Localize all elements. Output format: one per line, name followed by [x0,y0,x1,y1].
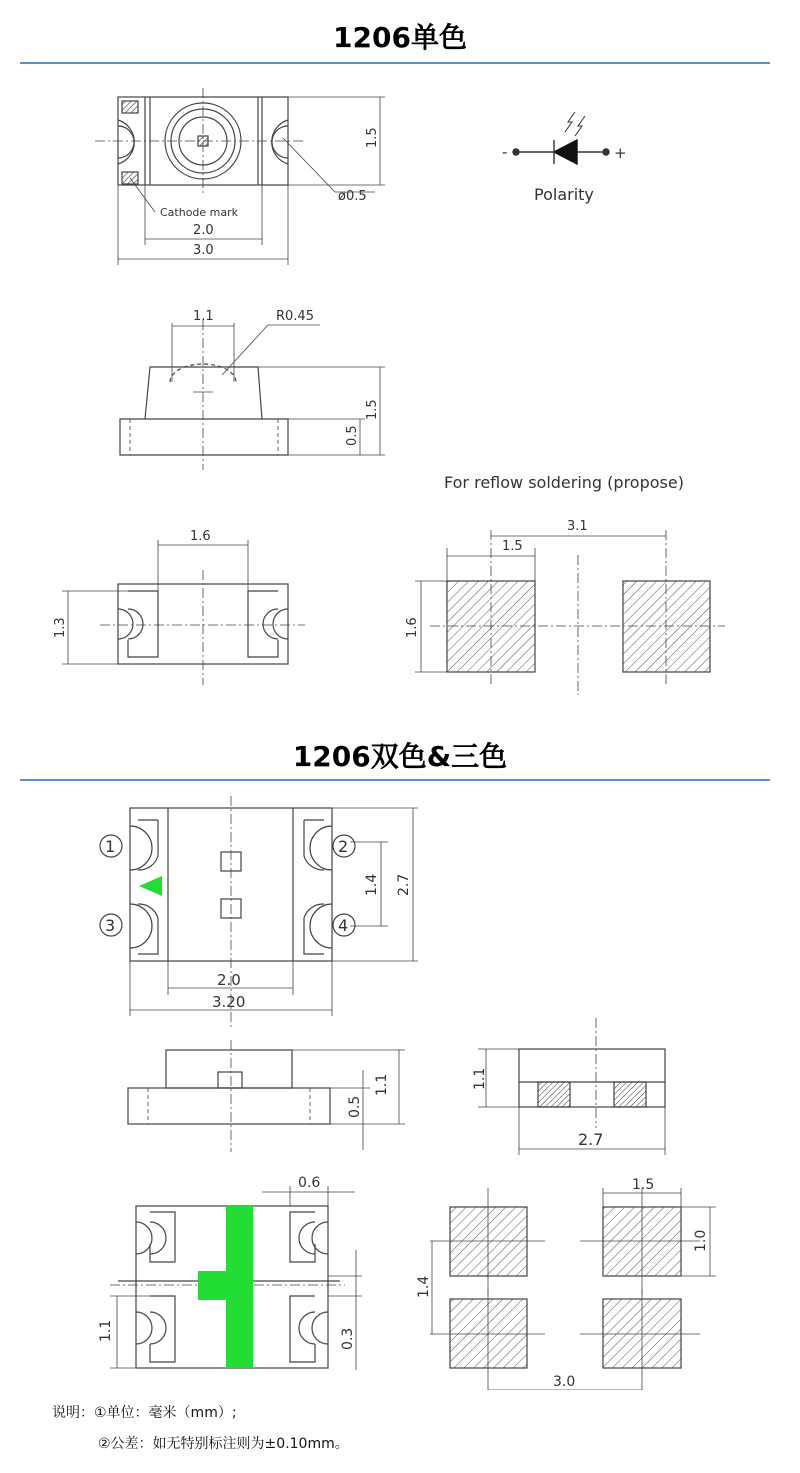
dim-end-height: 1.1 [472,1067,488,1090]
pin-label-4: 4 [338,916,349,935]
reflow-footprint [415,530,725,695]
dim-footprint-row-pitch: 1.4 [416,1275,432,1298]
dim-reflow-pad-height: 1.6 [405,617,420,638]
cathode-mark-label: Cathode mark [160,206,239,219]
multi-footprint [430,1188,716,1390]
section-title-multi: 1206双色&三色 [292,740,508,773]
polarity-label: Polarity [534,185,594,204]
dim-side-total-height: 1.5 [365,399,380,420]
polarity-marker-icon [139,876,162,896]
dim-footprint-pad-width: 1.5 [632,1177,655,1193]
dim-footprint-col-pitch: 3.0 [553,1374,576,1390]
pin-label-2: 2 [338,837,349,856]
dim-hole-dia: ø0.5 [338,189,367,204]
pin-label-3: 3 [105,916,116,935]
dim-reflow-pad-width: 1.5 [502,539,523,554]
dim-multi-inner-height: 1.4 [364,873,380,896]
polarity-minus: - [502,143,508,161]
dim-single-inner-width: 2.0 [193,223,214,238]
dim-bottom-height: 1.3 [53,617,68,638]
note-prefix: 说明： [52,1405,94,1421]
polarity-symbol [513,112,609,164]
cathode-mark-top [122,101,138,113]
dim-bottom-height-multi: 1.1 [98,1319,114,1342]
multi-color-drawing [0,780,800,1390]
dim-lens-radius: R0.45 [276,309,314,324]
dim-multi-height: 2.7 [396,873,412,896]
dim-end-width: 2.7 [578,1130,604,1149]
single-side-view [120,320,385,470]
dim-bottom-pad-span: 1.6 [190,529,211,544]
multi-top-view [100,796,418,1030]
dim-single-height: 1.5 [365,127,380,148]
dim-bottom-offset: 0.3 [340,1327,356,1350]
multi-end-view [478,1018,665,1155]
note-units: ①单位：毫米（mm）; [94,1405,237,1421]
dim-single-width: 3.0 [193,243,214,258]
section-title-single: 1206单色 [333,21,467,54]
multi-side-view [128,1040,405,1152]
dim-reflow-pitch: 3.1 [567,519,588,534]
dim-multi-side-total: 1.1 [374,1073,390,1096]
single-color-drawing [0,0,800,710]
pin-label-1: 1 [105,837,116,856]
note-line-2 [98,1433,349,1453]
dim-bottom-pad-width: 0.6 [298,1175,321,1191]
polarity-plus: + [614,144,627,162]
dim-multi-side-base: 0.5 [347,1095,363,1118]
dim-lens-width: 1.1 [193,309,214,324]
note-line-1 [52,1402,237,1422]
dim-multi-inner-width: 2.0 [217,971,241,989]
note-tolerance: ②公差：如无特别标注则为±0.10mm。 [98,1436,349,1452]
single-bottom-view [62,540,305,685]
polarity-green-marker [198,1206,253,1368]
dim-footprint-pad-height: 1.0 [693,1229,709,1252]
dim-multi-width: 3.20 [212,993,246,1011]
dim-side-base-height: 0.5 [345,425,360,446]
single-top-view [95,88,385,265]
reflow-caption: For reflow soldering (propose) [444,473,684,492]
